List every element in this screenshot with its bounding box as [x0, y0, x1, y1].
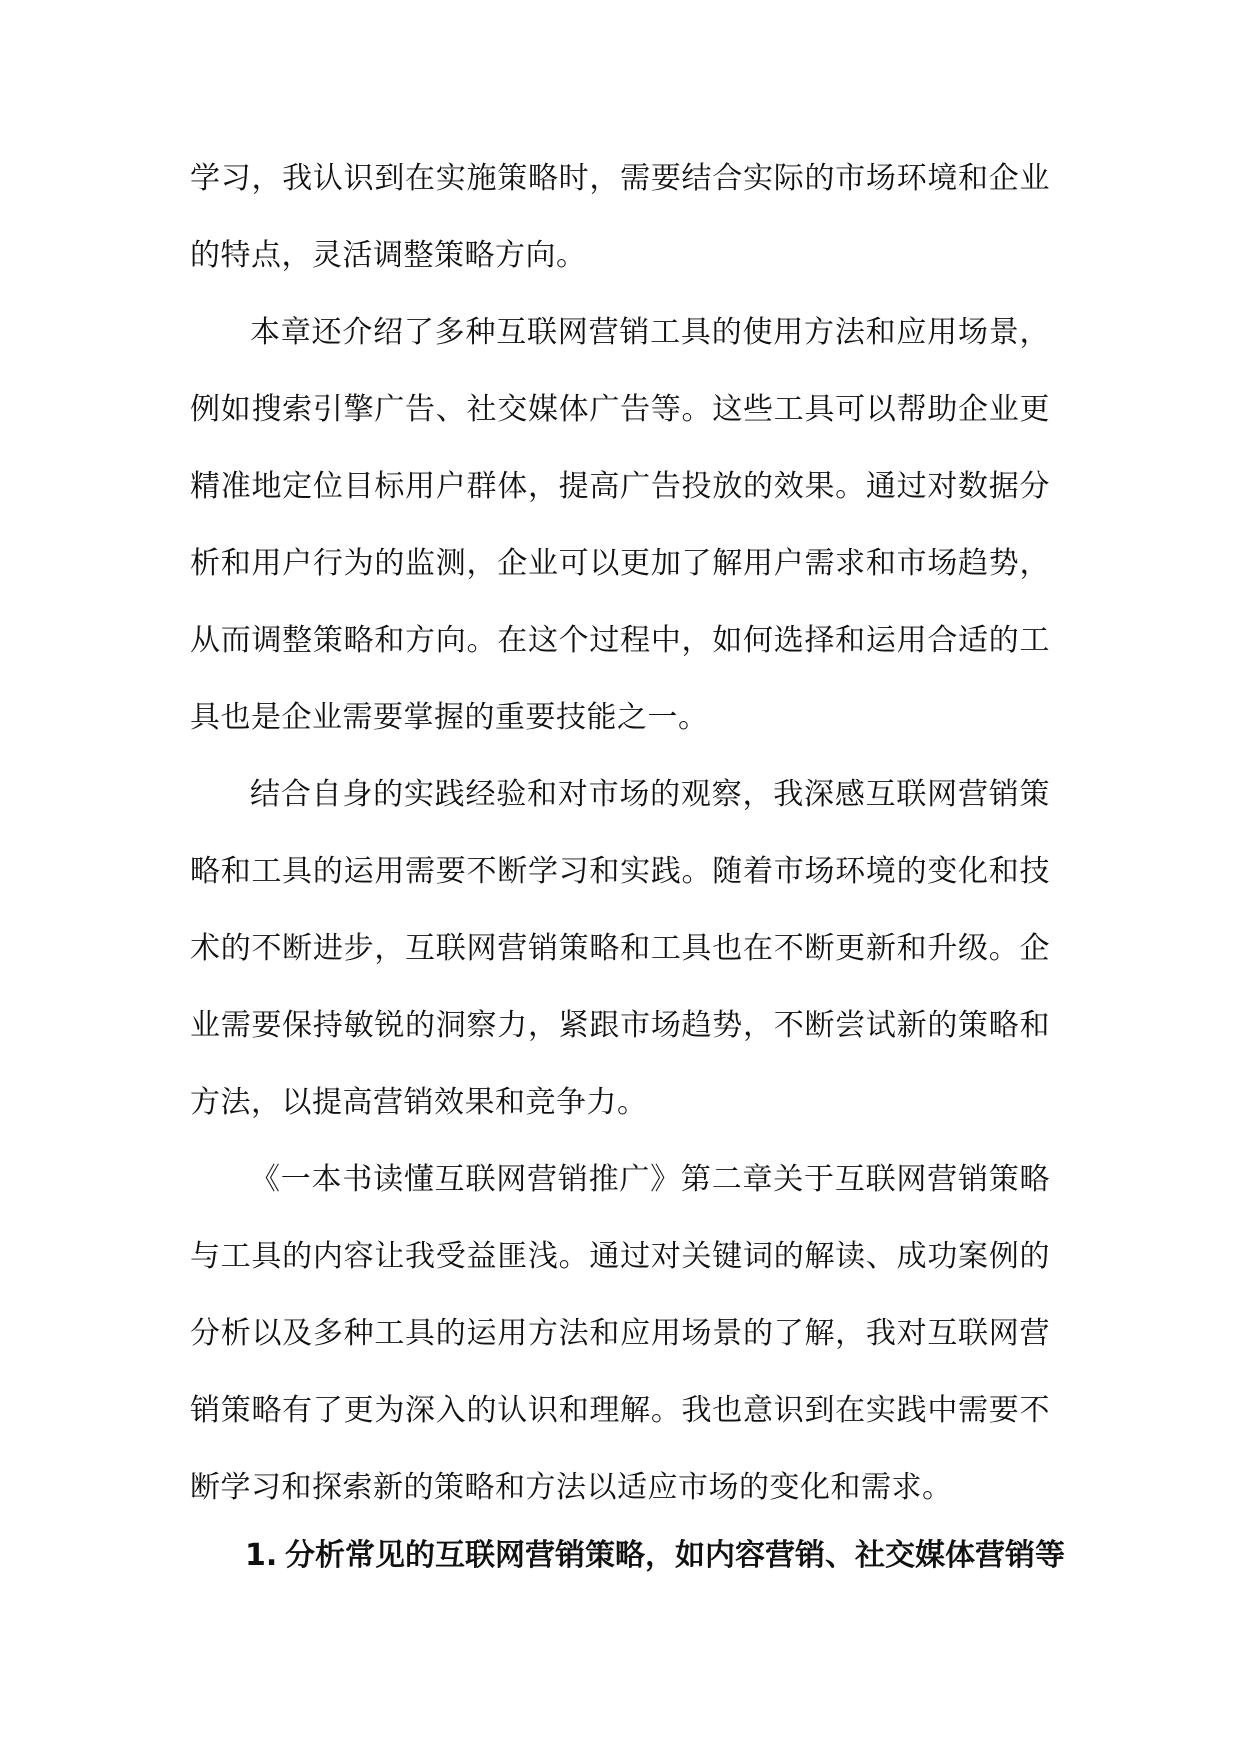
paragraph-tools: 本章还介绍了多种互联网营销工具的使用方法和应用场景，例如搜索引擎广告、社交媒体广告等。这些工具可以帮助企业更精准地定位目标用户群体，提高广告投放的效果。通过对数据分析和用户行为的监测，企业可以更加了解用户需求和市场趋势，从而调整策略和方向。在这个过程中，如何选择和运用合适的工具也是企业需要掌握的重要技能之一。 — [190, 315, 1050, 735]
section-heading-text: 分析常见的互联网营销策略，如内容营销、社交媒体营销等 — [285, 1538, 1065, 1573]
section-heading-number: 1. — [245, 1538, 278, 1573]
section-heading — [245, 1530, 1065, 1582]
body-text — [190, 140, 1050, 1526]
paragraph-practice: 结合自身的实践经验和对市场的观察，我深感互联网营销策略和工具的运用需要不断学习和实践。随着市场环境的变化和技术的不断进步，互联网营销策略和工具也在不断更新和升级。企业需要保持敏锐的洞察力，紧跟市场趋势，不断尝试新的策略和方法，以提高营销效果和竞争力。 — [190, 777, 1050, 1120]
paragraph-summary: 《一本书读懂互联网营销推广》第二章关于互联网营销策略与工具的内容让我受益匪浅。通过对关键词的解读、成功案例的分析以及多种工具的运用方法和应用场景的了解，我对互联网营销策略有了更为深入的认识和理解。我也意识到在实践中需要不断学习和探索新的策略和方法以适应市场的变化和需求。 — [190, 1162, 1050, 1505]
paragraph-continued: 学习，我认识到在实施策略时，需要结合实际的市场环境和企业的特点，灵活调整策略方向。 — [190, 161, 1050, 273]
